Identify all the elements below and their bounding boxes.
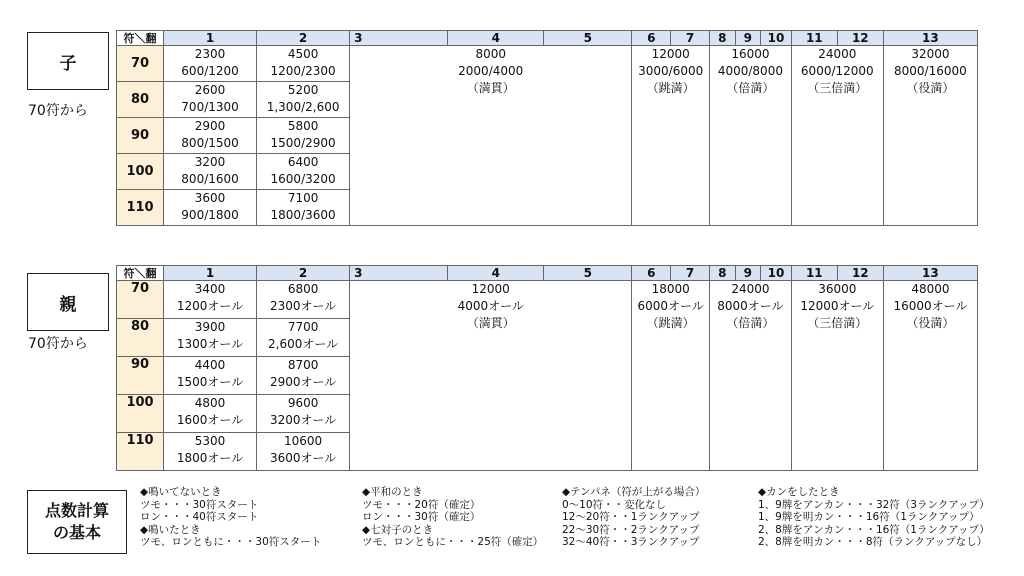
basics-line: 2、8牌をアンカン・・・16符（1ランクアップ） [758, 523, 990, 536]
ko-label-box [27, 32, 109, 90]
han-header: 10 [761, 31, 792, 46]
score-cell: 2900 800/1500 [164, 118, 257, 154]
fu-cell: 100 [117, 154, 164, 190]
han-header: 1 [164, 266, 257, 281]
oya-score-table [116, 265, 978, 471]
sanbaiman-cell: 24000 6000/12000 （三倍満） [791, 46, 883, 226]
oya-header-row [117, 266, 978, 281]
fu-cell: 70 [117, 281, 164, 319]
basics-line: 22～30符・・2ランクアップ [562, 523, 700, 536]
corner-cell: 符＼翻 [117, 266, 164, 281]
han-header: 8 [710, 266, 736, 281]
ko-score-table [116, 30, 978, 226]
mangan-cell: 12000 4000オール （満貫） [350, 281, 632, 471]
basics-line: 1、9牌をアンカン・・・32符（3ランクアップ） [758, 498, 990, 511]
basics-line: ◆テンパネ（符が上がる場合） [562, 486, 706, 498]
basics-column-1 [140, 486, 321, 549]
score-cell: 7100 1800/3600 [257, 190, 350, 226]
basics-line: ◆カンをしたとき [758, 486, 840, 498]
fu-cell: 80 [117, 319, 164, 357]
basics-line: ツモ・・・30符スタート [140, 498, 259, 511]
corner-cell: 符＼翻 [117, 31, 164, 46]
basics-label-line1: 点数計算 [44, 501, 109, 520]
han-header: 10 [761, 266, 792, 281]
han-header: 8 [710, 31, 736, 46]
score-cell: 3400 1200オール [164, 281, 257, 319]
basics-line: 32～40符・・3ランクアップ [562, 536, 700, 548]
score-cell: 7700 2,600オール [257, 319, 350, 357]
han-header: 11 [791, 31, 837, 46]
han-header: 13 [883, 266, 977, 281]
score-cell: 4500 1200/2300 [257, 46, 350, 82]
score-cell: 10600 3600オール [257, 433, 350, 471]
ko-header-row [117, 31, 978, 46]
basics-column-4 [758, 486, 990, 549]
han-header: 7 [671, 266, 710, 281]
score-cell: 9600 3200オール [257, 395, 350, 433]
basics-line: 2、8牌を明カン・・・8符（ランクアップなし） [758, 536, 988, 548]
han-header: 3 [350, 266, 448, 281]
score-cell: 3200 800/1600 [164, 154, 257, 190]
yakuman-cell: 32000 8000/16000 （役満） [883, 46, 977, 226]
han-header: 12 [837, 31, 883, 46]
fu-cell: 90 [117, 357, 164, 395]
han-header: 6 [632, 31, 671, 46]
score-cell: 3900 1300オール [164, 319, 257, 357]
basics-line: ロン・・・30符（確定） [362, 511, 481, 523]
table-row [117, 281, 978, 319]
score-cell: 5800 1500/2900 [257, 118, 350, 154]
oya-label: 親 [59, 294, 77, 315]
han-header: 12 [837, 266, 883, 281]
table-row [117, 46, 978, 82]
basics-line: ツモ・・・20符（確定） [362, 498, 481, 511]
han-header: 3 [350, 31, 448, 46]
score-cell: 6400 1600/3200 [257, 154, 350, 190]
haneman-cell: 12000 3000/6000 （跳満） [632, 46, 710, 226]
ko-label: 子 [59, 53, 77, 74]
basics-line: 1、9牌を明カン・・・16符（1ランクアップ） [758, 511, 980, 523]
yakuman-cell: 48000 16000オール （役満） [883, 281, 977, 471]
score-cell: 5300 1800オール [164, 433, 257, 471]
han-header: 13 [883, 31, 977, 46]
score-cell: 3600 900/1800 [164, 190, 257, 226]
fu-cell: 110 [117, 433, 164, 471]
han-header: 9 [735, 266, 761, 281]
han-header: 2 [257, 266, 350, 281]
han-header: 1 [164, 31, 257, 46]
basics-column-2 [362, 486, 543, 549]
basics-line: ◆鳴いてないとき [140, 486, 222, 498]
han-header: 4 [448, 266, 544, 281]
basics-line: 12～20符・・1ランクアップ [562, 511, 700, 523]
sanbaiman-cell: 36000 12000オール （三倍満） [791, 281, 883, 471]
han-header: 11 [791, 266, 837, 281]
basics-line: 0～10符・・変化なし [562, 498, 667, 511]
score-cell: 8700 2900オール [257, 357, 350, 395]
basics-line: ◆鳴いたとき [140, 523, 201, 536]
fu-cell: 70 [117, 46, 164, 82]
score-cell: 5200 1,300/2,600 [257, 82, 350, 118]
baiman-cell: 24000 8000オール （倍満） [710, 281, 792, 471]
score-cell: 4400 1500オール [164, 357, 257, 395]
score-cell: 2600 700/1300 [164, 82, 257, 118]
han-header: 2 [257, 31, 350, 46]
han-header: 5 [544, 266, 632, 281]
baiman-cell: 16000 4000/8000 （倍満） [710, 46, 792, 226]
basics-column-3 [562, 486, 705, 549]
basics-line: ◆七対子のとき [362, 523, 434, 536]
han-header: 6 [632, 266, 671, 281]
han-header: 5 [544, 31, 632, 46]
mangan-cell: 8000 2000/4000 （満貫） [350, 46, 632, 226]
ko-from-label: 70符から [28, 103, 88, 119]
fu-cell: 90 [117, 118, 164, 154]
fu-cell: 100 [117, 395, 164, 433]
oya-from-label: 70符から [28, 336, 88, 352]
score-cell: 2300 600/1200 [164, 46, 257, 82]
score-cell: 6800 2300オール [257, 281, 350, 319]
fu-cell: 80 [117, 82, 164, 118]
han-header: 4 [448, 31, 544, 46]
basics-line: ツモ、ロンともに・・・30符スタート [140, 536, 322, 548]
han-header: 9 [735, 31, 761, 46]
haneman-cell: 18000 6000オール （跳満） [632, 281, 710, 471]
basics-label-box [27, 490, 127, 554]
score-cell: 4800 1600オール [164, 395, 257, 433]
oya-label-box [27, 273, 109, 331]
fu-cell: 110 [117, 190, 164, 226]
han-header: 7 [671, 31, 710, 46]
basics-line: ロン・・・40符スタート [140, 511, 259, 523]
basics-label-line2: の基本 [52, 523, 101, 542]
basics-line: ツモ、ロンともに・・・25符（確定） [362, 536, 544, 548]
basics-line: ◆平和のとき [362, 486, 423, 498]
